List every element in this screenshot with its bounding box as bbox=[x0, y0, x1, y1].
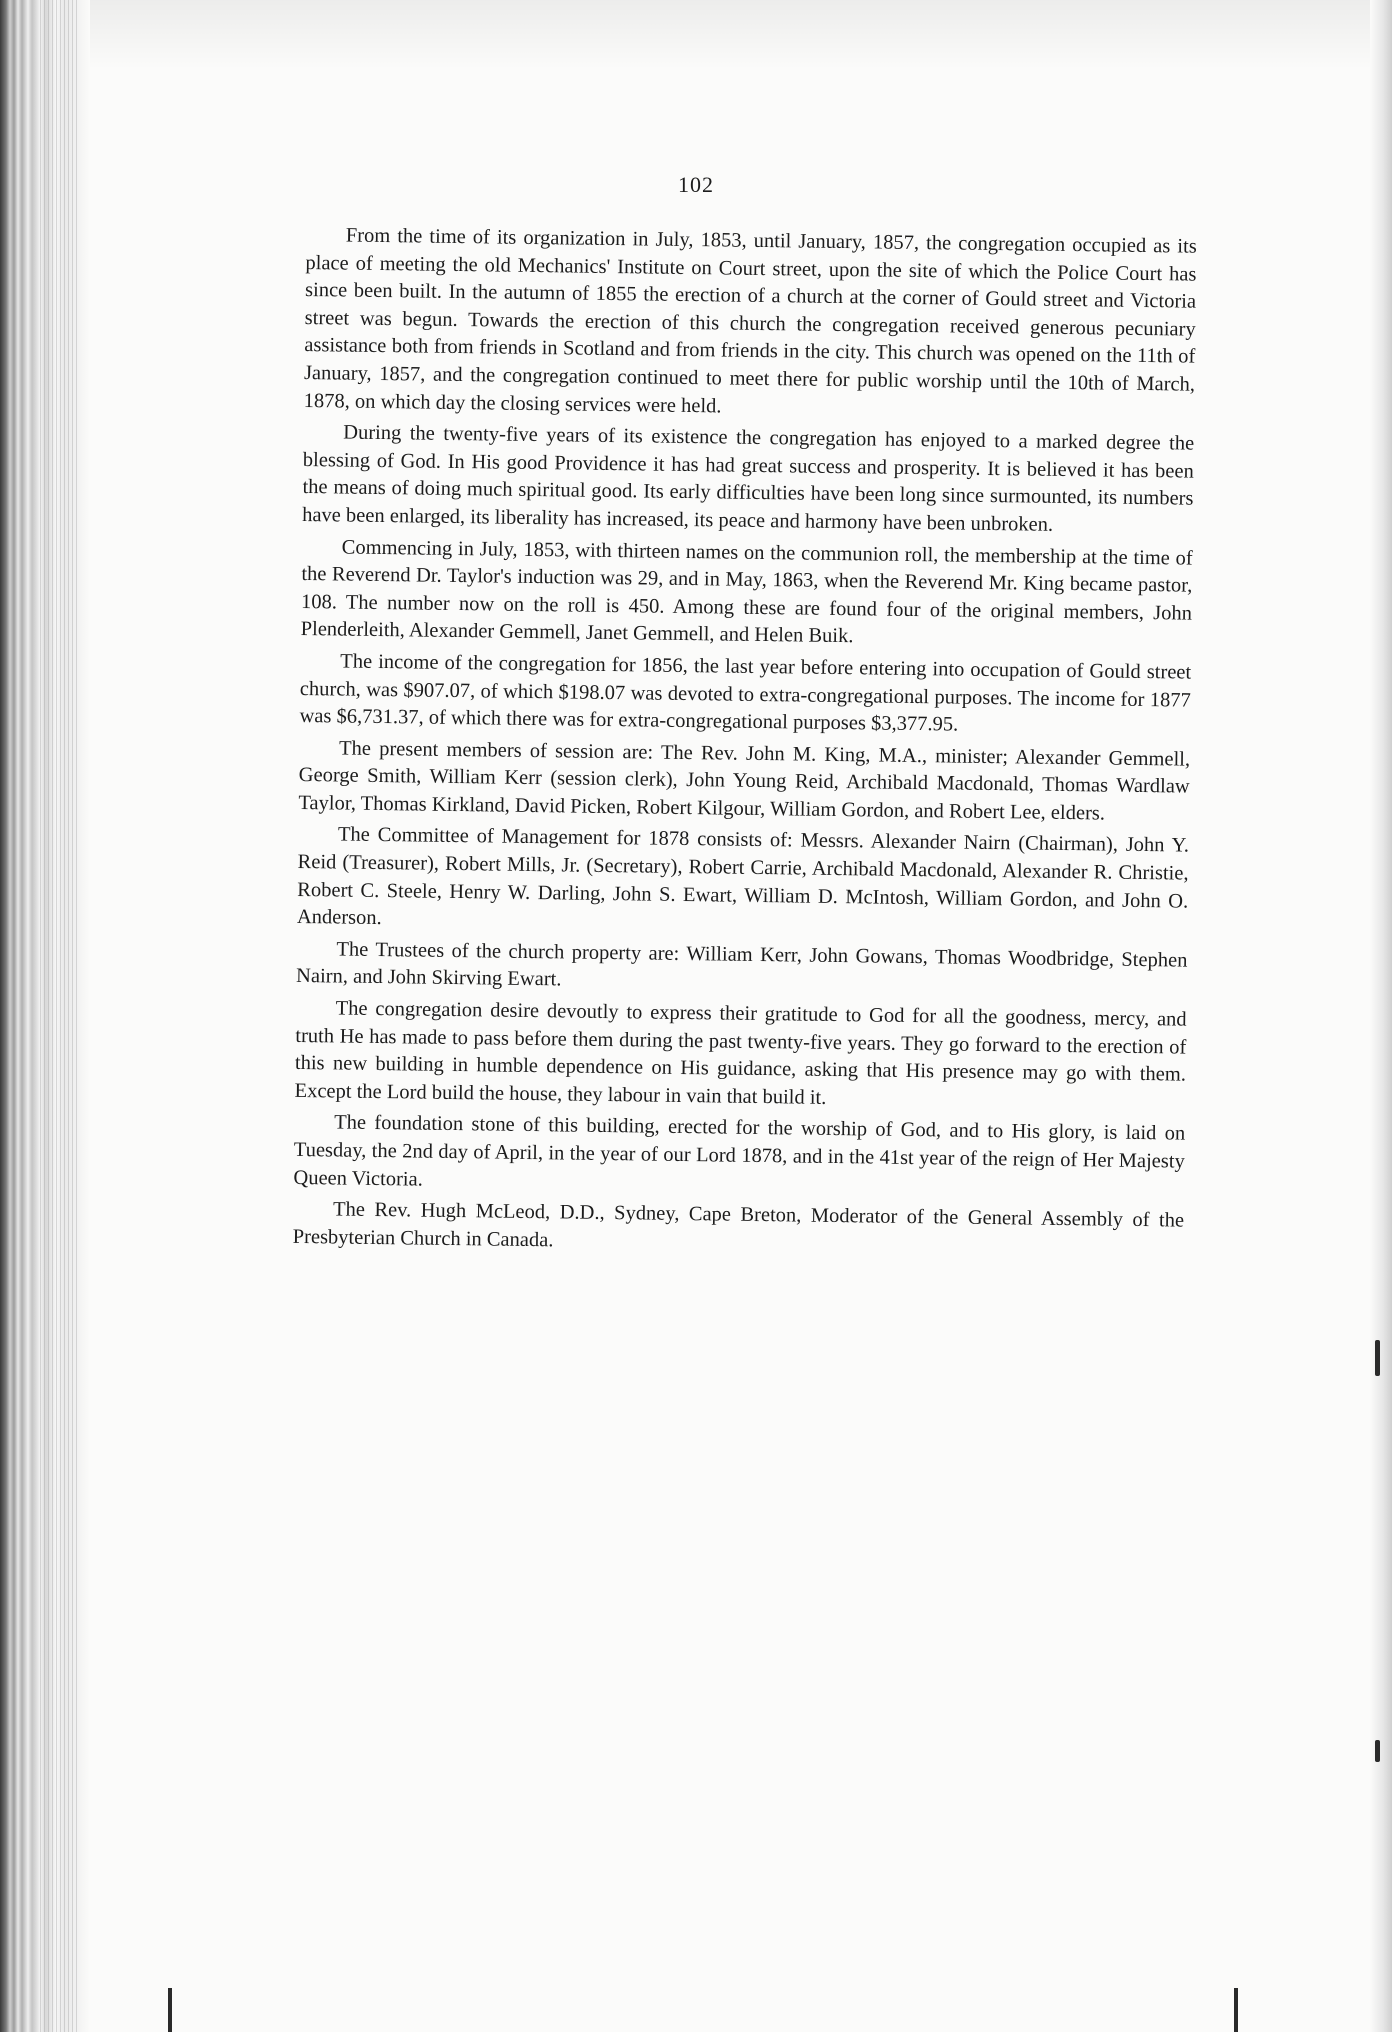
bottom-edge-mark bbox=[1234, 1988, 1238, 2032]
paragraph-foundation-stone: The foundation stone of this building, erected for the worship of God, and to His glory, is laid on Tuesday, the 2nd day of April, in the year of our Lord 1878, and in the 41st year of the reign of Her Majesty Queen Victoria. bbox=[293, 1111, 1186, 1191]
body-text bbox=[292, 222, 1196, 1267]
top-shadow bbox=[90, 0, 1392, 70]
paragraph-gratitude: The congregation desire devoutly to express their gratitude to God for all the goodness, mercy, and truth He has made to pass before them during the past twenty-five years. They go forward to the erection of this new building in humble dependence on His guidance, asking that His presence may go with them. Except the Lord build the house, they labour in vain that build it. bbox=[294, 997, 1187, 1109]
paragraph-blessing: During the twenty-five years of its existence the congregation has enjoyed to a marked degree the blessing of God. In His good Providence it has had great success and prosperity. It is believed it has been the means of doing much spiritual good. Its early difficulties have been long since surmounted, its numbers have been enlarged, its liberality has increased, its peace and harmony have been unbroken. bbox=[302, 421, 1195, 536]
paragraph-membership: Commencing in July, 1853, with thirteen names on the communion roll, the membership at the time of the Reverend Dr. Taylor's induction was 29, and in May, 1863, when the Reverend Mr. King became pastor, 108. The number now on the roll is 450. Among these are found four of the original members, John Plenderleith, Alexander Gemmell, Janet Gemmell, and Helen Buik. bbox=[300, 536, 1193, 648]
bottom-edge-mark bbox=[168, 1988, 172, 2032]
paragraph-organization-history: From the time of its organization in July, 1853, until January, 1857, the congregation occupied as its place of meeting the old Mechanics' Institute on Court street, upon the site of which the Police Court has since been built. In the autumn of 1855 the erection of a church at the corner of Gould street and Victoria street was begun. Towards the erection of this church the congregation received generous pecuniary assistance both from friends in Scotland and from friends in the city. This church was opened on the 11th of January, 1857, and the congregation continued to meet there for public worship until the 10th of March, 1878, on which day the closing services were held. bbox=[303, 224, 1197, 418]
page-number: 102 bbox=[678, 172, 714, 197]
paragraph-income: The income of the congregation for 1856, the last year before entering into occupation of Gould street church, was $907.07, of which $198.07 was devoted to extra-congregational purposes. The income for 1877 was $6,731.37, of which there was for extra-congregational purposes $3,377.95. bbox=[299, 650, 1192, 736]
right-page-edge bbox=[1370, 0, 1392, 2032]
paragraph-session-members: The present members of session are: The Rev. John M. King, M.A., minister; Alexander Gemmell, George Smith, William Kerr (session clerk), John Young Reid, Archibald Macdonald, Thomas Wardlaw Taylor, Thomas Kirkland, David Picken, Robert Kilgour, William Gordon, and Robert Lee, elders. bbox=[298, 737, 1191, 825]
edge-mark bbox=[1375, 1740, 1380, 1762]
edge-mark bbox=[1375, 1340, 1380, 1376]
page-stack-lines bbox=[40, 0, 80, 2032]
paragraph-moderator: The Rev. Hugh McLeod, D.D., Sydney, Cape Breton, Moderator of the General Assembly of the Presbyterian Church in Canada. bbox=[292, 1198, 1185, 1252]
paragraph-committee: The Committee of Management for 1878 consists of: Messrs. Alexander Nairn (Chairman), John Y. Reid (Treasurer), Robert Mills, Jr. (Secretary), Robert Carrie, Archibald Macdonald, Alexander R. Christie, Robert C. Steele, Henry W. Darling, John S. Ewart, William D. McIntosh, William Gordon, and John O. Anderson. bbox=[296, 823, 1190, 930]
paragraph-trustees: The Trustees of the church property are: William Kerr, John Gowans, Thomas Woodbridge, Stephen Nairn, and John Skirving Ewart. bbox=[295, 938, 1188, 991]
